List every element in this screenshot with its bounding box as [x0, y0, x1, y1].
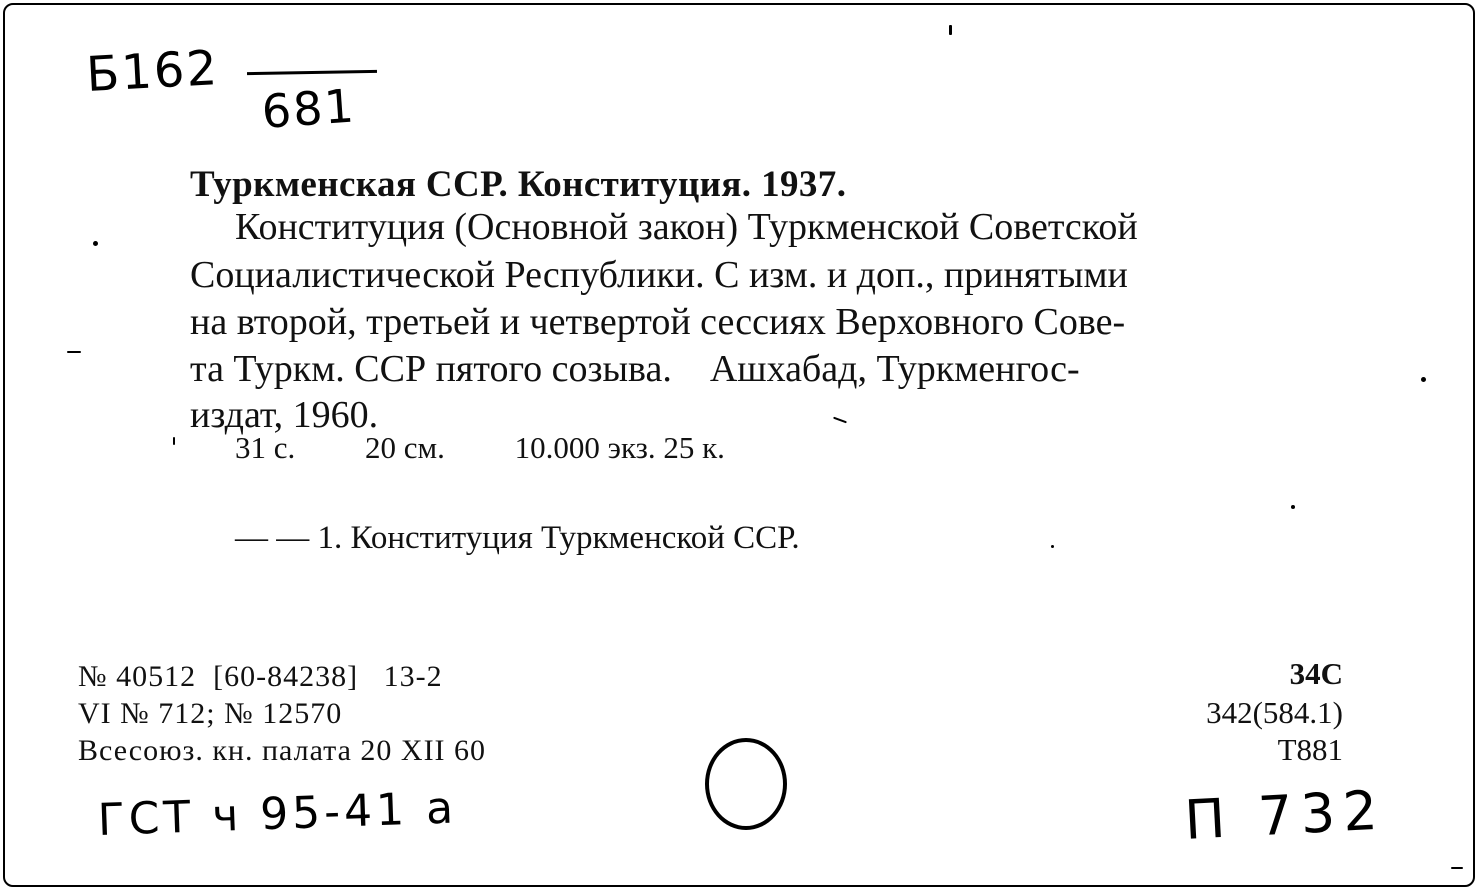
classification-code-3: Т881 — [1277, 732, 1343, 767]
title-line-1: Конституция (Основной закон) Туркменской Советской — [235, 206, 1138, 248]
title-line-3: на второй, третьей и четвертой сессиях Верховного Сове- — [190, 301, 1126, 343]
reference-line-3: Всесоюз. кн. палата 20 XII 60 — [78, 734, 487, 767]
reference-line-1: № 40512 [60-84238] 13-2 — [78, 660, 443, 693]
shelf-mark-top: Б162 — [85, 40, 221, 103]
scan-speck — [93, 241, 98, 246]
scan-speck — [949, 25, 952, 35]
scan-speck — [833, 417, 847, 424]
classification-code-2: 342(584.1) — [1206, 695, 1343, 730]
scan-speck — [1291, 505, 1295, 509]
card-punch-hole — [705, 738, 787, 830]
title-line-2: Социалистической Республики. С изм. и доп., принятыми — [190, 254, 1128, 296]
reference-line-2: VI № 712; № 12570 — [78, 697, 343, 730]
scan-speck — [1051, 545, 1054, 548]
print-run-price: 10.000 экз. 25 к. — [514, 430, 725, 465]
scan-speck — [1451, 867, 1463, 869]
scan-speck — [67, 351, 81, 353]
handwritten-note-right: П 732 — [1183, 778, 1387, 852]
classification-code-1: 34С — [1289, 656, 1343, 691]
shelf-mark-divider — [247, 70, 377, 75]
scan-speck — [173, 437, 175, 445]
title-line-4: та Туркм. ССР пятого созыва. Ашхабад, Туркменгос- — [190, 348, 1080, 390]
entry-heading: Туркменская ССР. Конституция. 1937. — [190, 164, 847, 205]
title-line-5: издат, 1960. — [190, 394, 379, 436]
shelf-mark-bottom: 681 — [260, 78, 358, 139]
book-size: 20 см. — [365, 430, 445, 465]
subject-tracing: — — 1. Конституция Туркменской ССР. — [235, 520, 800, 556]
collation-line — [235, 430, 725, 466]
scan-speck — [1421, 377, 1426, 382]
handwritten-note-left: ГСТ ч 95-41 а — [97, 782, 458, 846]
page-count: 31 с. — [235, 430, 296, 465]
catalog-card — [3, 3, 1475, 887]
